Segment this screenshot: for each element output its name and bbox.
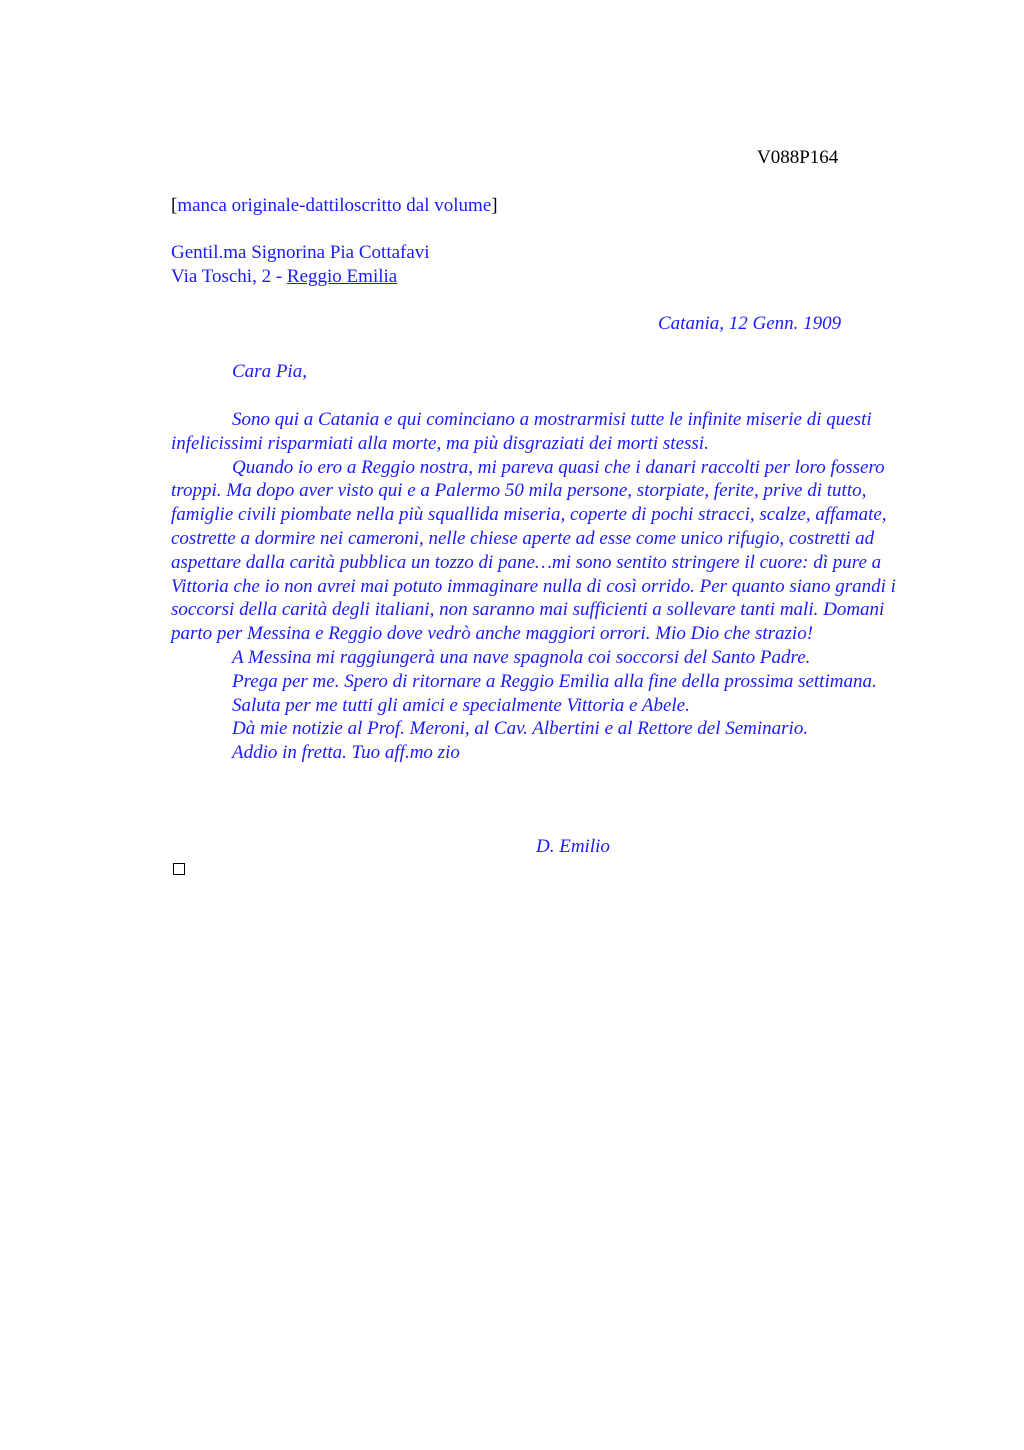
address-city: Reggio Emilia [286,266,398,287]
recipient-name: Gentil.ma Signorina Pia Cottafavi [171,242,430,263]
letter-body [171,408,927,765]
letter-paragraph: Prega per me. Spero di ritornare a Reggio Emilia alla fine della prossima settimana. [232,670,877,692]
archival-note [171,195,498,217]
letter-dateline: Catania, 12 Genn. 1909 [658,313,842,334]
letter-paragraph: Dà mie notizie al Prof. Meroni, al Cav. Albertini e al Rettore del Seminario. [232,718,809,740]
recipient-address [171,266,397,288]
note-bracket-close: ] [491,195,498,216]
letter-signature: D. Emilio [536,836,610,857]
letter-paragraph: Addio in fretta. Tuo aff.mo zio [232,742,460,764]
letter-paragraph: Saluta per me tutti gli amici e specialmente Vittoria e Abele. [232,694,690,716]
reference-code: V088P164 [757,147,839,168]
note-text: manca originale-dattiloscritto dal volume [177,195,492,216]
letter-paragraph: Quando io ero a Reggio nostra, mi pareva quasi che i danari raccolti per loro fossero troppi. Ma dopo aver visto qui e a Palermo 50 mila persone, storpiate, ferite, prive di tutto, famiglie civili piombate nella più squallida miseria, coperte di pochi stracci, scalze, affamate, costrette a dormire nei cameroni, nelle chiese aperte ad esse come unico rifugio, costretti ad aspettare dalla carità pubblica un tozzo di pane…mi sono sentito stringere il cuore: dì pure a Vittoria che io non avrei mai potuto immaginare nulla di così orrido. Per quanto siano grandi i soccorsi della carità degli italiani, non saranno mai sufficienti a sollevare tanti mali. Domani parto per Messina e Reggio dove vedrò anche maggiori orrori. Mio Dio che strazio! [171,456,896,645]
letter-paragraph: A Messina mi raggiungerà una nave spagnola coi soccorsi del Santo Padre. [232,646,811,668]
address-street: Via Toschi, 2 - [171,266,287,287]
letter-salutation: Cara Pia, [232,361,307,382]
empty-box-icon [173,863,185,875]
letter-paragraph: Sono qui a Catania e qui cominciano a mostrarmisi tutte le infinite miserie di questi infelicissimi risparmiati alla morte, ma più disgraziati dei morti stessi. [171,409,872,454]
note-bracket-open: [ [171,195,178,216]
